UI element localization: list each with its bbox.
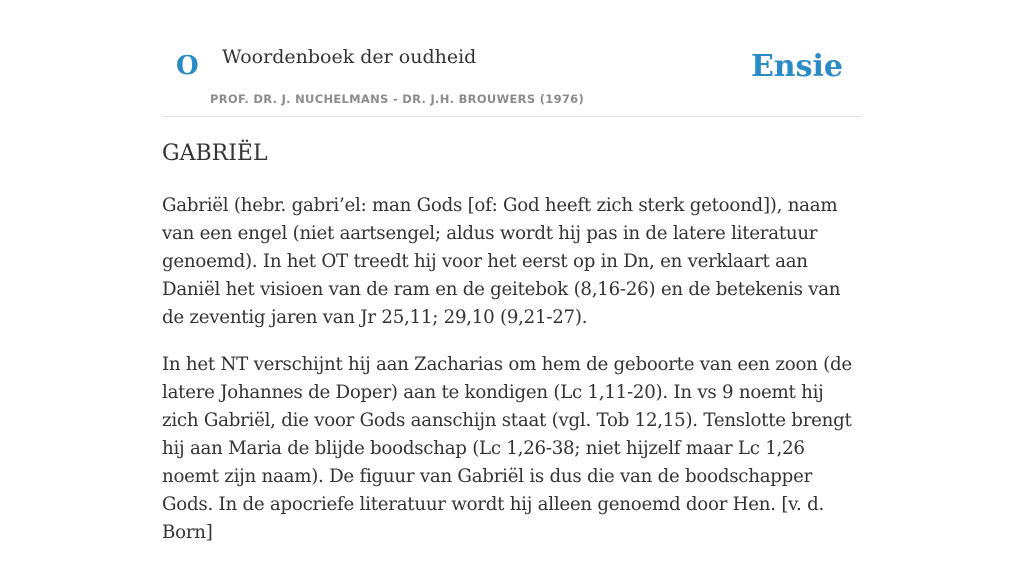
entry-paragraph: In het NT verschijnt hij aan Zacharias om hem de geboorte van een zoon (de latere Johannes de Doper) aan te kondigen (Lc 1,11-20). In vs 9 noemt hij zich Gabriël, die voor Gods aanschijn staat (vgl. Tob 12,15). Tenslotte brengt hij aan Maria de blijde boodschap (Lc 1,26-38; niet hijzelf maar Lc 1,26 noemt zijn naam). De figuur van Gabriël is dus die van de boodschapper Gods. In de apocriefe literatuur wordt hij alleen genoemd door Hen. [v. d. Born]	[162, 354, 852, 543]
dictionary-title-link[interactable]: Woordenboek der oudheid	[222, 46, 477, 68]
dictionary-logo-letter[interactable]: O	[176, 51, 199, 81]
entry-title: GABRIËL	[162, 141, 268, 166]
entry-body	[162, 192, 864, 566]
entry-paragraph: Gabriël (hebr. gabri’el: man Gods [of: God heeft zich sterk getoond]), naam van een engel (niet aartsengel; aldus wordt hij pas in de latere literatuur genoemd). In het OT treedt hij voor het eerst op in Dn, en verklaart aan Daniël het visioen van de ram en de geitebok (8,16-26) en de betekenis van de zeventig jaren van Jr 25,11; 29,10 (9,21-27).	[162, 195, 841, 328]
dictionary-authors: PROF. DR. J. NUCHELMANS - DR. J.H. BROUWERS (1976)	[210, 92, 585, 106]
dictionary-header	[162, 40, 862, 117]
ensie-brand-logo[interactable]: Ensie	[750, 49, 843, 84]
